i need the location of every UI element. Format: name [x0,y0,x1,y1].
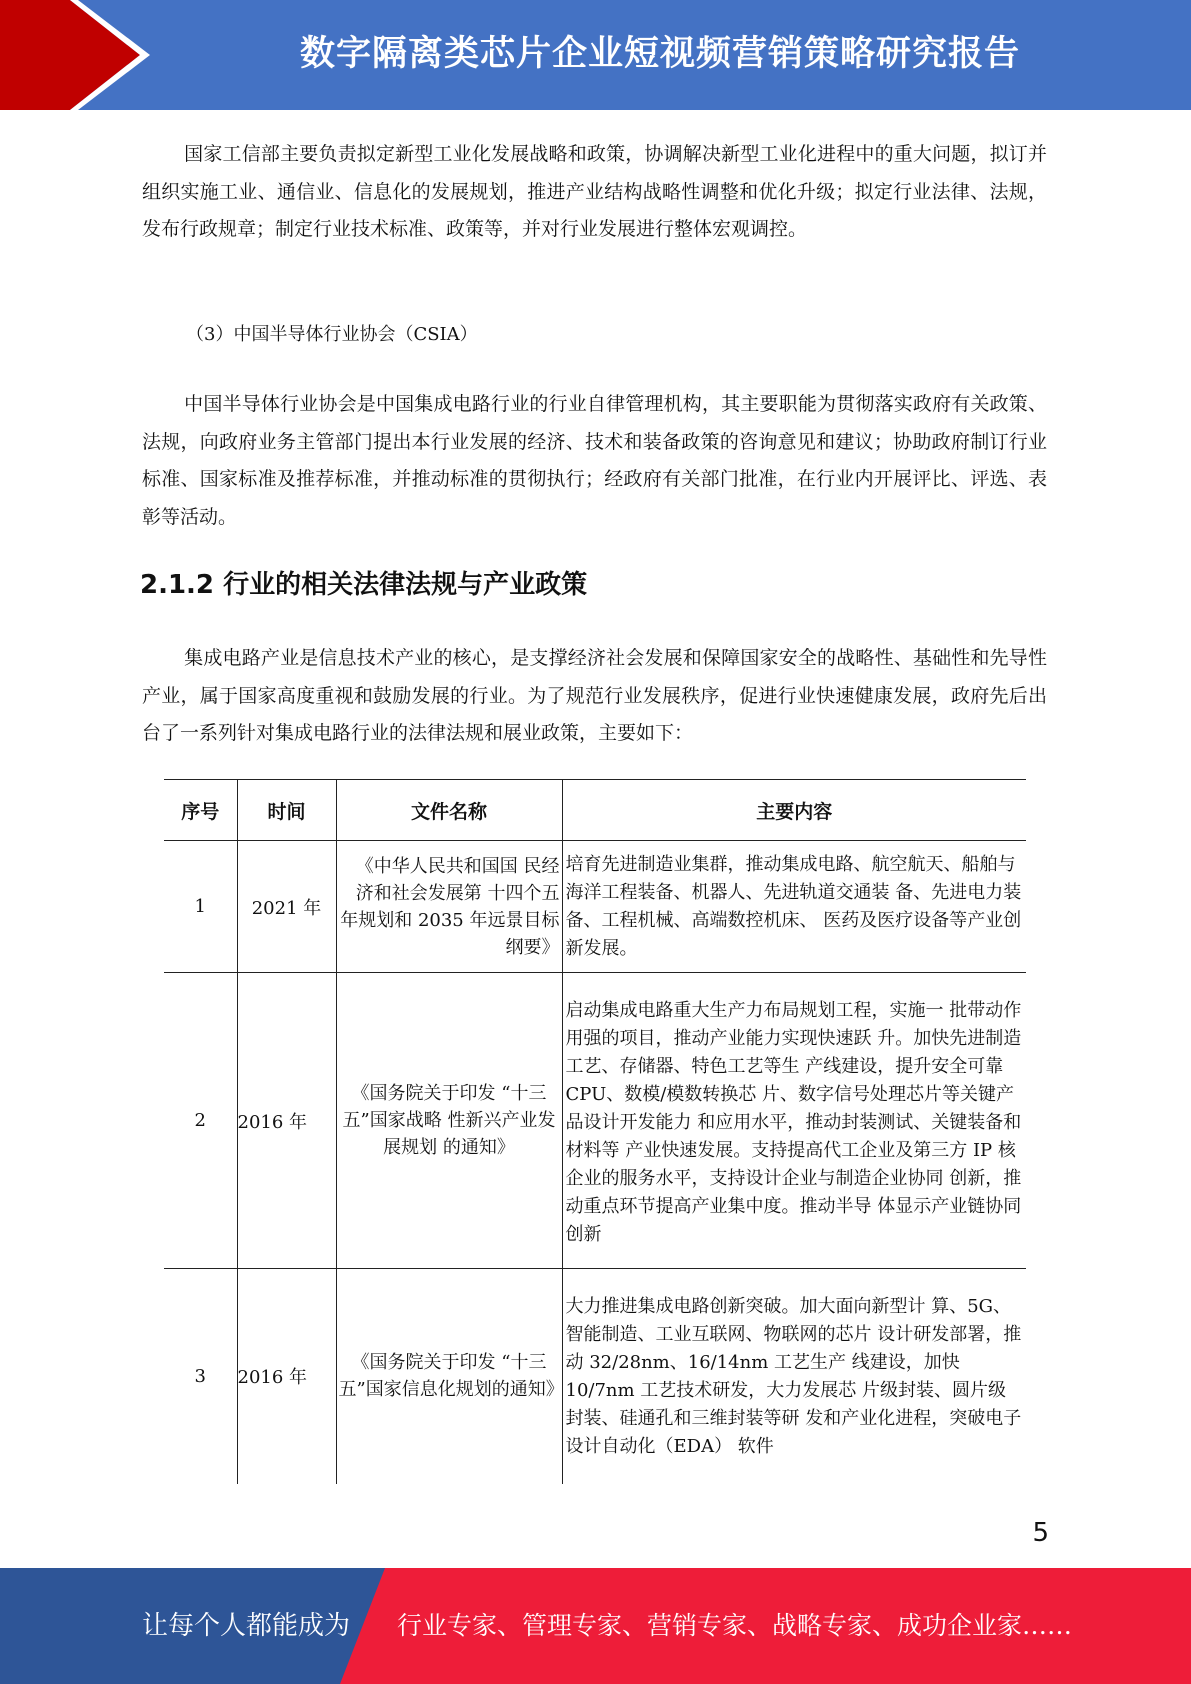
subheading-csia: （3）中国半导体行业协会（CSIA） [186,324,478,345]
row-time: 2016 年 [237,973,336,1269]
header-content: 主要内容 [562,780,1026,841]
report-title: 数字隔离类芯片企业短视频营销策略研究报告 [299,34,1020,74]
table-row [164,973,1026,1269]
row-time: 2016 年 [237,1269,336,1484]
paragraph-csia [142,386,1047,536]
paragraph-intro [142,640,1047,753]
section-heading: 2.1.2 行业的相关法律法规与产业政策 [140,570,588,600]
table-header-row [164,780,1026,841]
row-time: 2021 年 [237,841,336,973]
page-header [0,0,1191,110]
row-doc: 《国务院关于印发 “十三五”国家战略 性新兴产业发展规划 的通知》 [336,973,562,1269]
row-content: 启动集成电路重大生产力布局规划工程，实施一 批带动作用强的项目，推动产业能力实现快速跃 升。加快先进制造工艺、存储器、特色工艺等生 产线建设，提升安全可靠 CPU、数模/模数转换芯 片、数字信号处理芯片等关键产品设计开发能力 和应用水平，推动封装测试、关键装备和材料等 产业快速发展。支持提高代工企业及第三方 IP 核 企业的服务水平，支持设计企业与制造企业协同 创新，推动重点环节提高产业集中度。推动半导 体显示产业链协同创新 [562,973,1026,1269]
header-red-arrow [0,0,150,110]
footer-tagline: 行业专家、管理专家、营销专家、战略专家、成功企业家…… [397,1611,1073,1640]
row-no: 1 [164,841,237,973]
header-time: 时间 [237,780,336,841]
row-doc: 《中华人民共和国国 民经济和社会发展第 十四个五年规划和 2035 年远景目标纲要》 [336,841,562,973]
paragraph-intro-text: 集成电路产业是信息技术产业的核心，是支撑经济社会发展和保障国家安全的战略性、基础性和先导性产业，属于国家高度重视和鼓励发展的行业。为了规范行业发展秩序，促进行业快速健康发展，政府先后出台了一系列针对集成电路行业的法律法规和展业政策，主要如下： [142,647,1047,744]
header-no: 序号 [164,780,237,841]
paragraph-miit-text: 国家工信部主要负责拟定新型工业化发展战略和政策，协调解决新型工业化进程中的重大问题，拟订并组织实施工业、通信业、信息化的发展规划，推进产业结构战略性调整和优化升级；拟定行业法律、法规，发布行政规章；制定行业技术标准、政策等，并对行业发展进行整体宏观调控。 [142,143,1047,240]
footer-slogan: 让每个人都能成为 [142,1611,351,1641]
row-content: 培育先进制造业集群，推动集成电路、航空航天、船舶与海洋工程装备、机器人、先进轨道交通装 备、先进电力装备、工程机械、高端数控机床、 医药及医疗设备等产业创新发展。 [562,841,1026,973]
policy-table [164,779,1026,1484]
header-doc: 文件名称 [336,780,562,841]
page-footer [0,1568,1191,1684]
page-number: 5 [1032,1518,1049,1548]
paragraph-miit [142,136,1047,249]
paragraph-csia-text: 中国半导体行业协会是中国集成电路行业的行业自律管理机构，其主要职能为贯彻落实政府有关政策、法规，向政府业务主管部门提出本行业发展的经济、技术和装备政策的咨询意见和建议；协助政府制订行业标准、国家标准及推荐标准，并推动标准的贯彻执行；经政府有关部门批准，在行业内开展评比、评选、表彰等活动。 [142,393,1047,528]
row-no: 2 [164,973,237,1269]
row-content: 大力推进集成电路创新突破。加大面向新型计 算、5G、智能制造、工业互联网、物联网的芯片 设计研发部署，推动 32/28nm、16/14nm 工艺生产 线建设，加快 10/7nm 工艺技术研发，大力发展芯 片级封装、圆片级封装、硅通孔和三维封装等研 发和产业化进程，突破电子设计自动化（EDA） 软件 [565,1296,1022,1457]
table-row [164,1269,1026,1484]
row-doc: 《国务院关于印发 “十三五”国家信息化规划的通知》 [336,1269,562,1484]
row-no: 3 [164,1269,237,1484]
table-row [164,841,1026,973]
